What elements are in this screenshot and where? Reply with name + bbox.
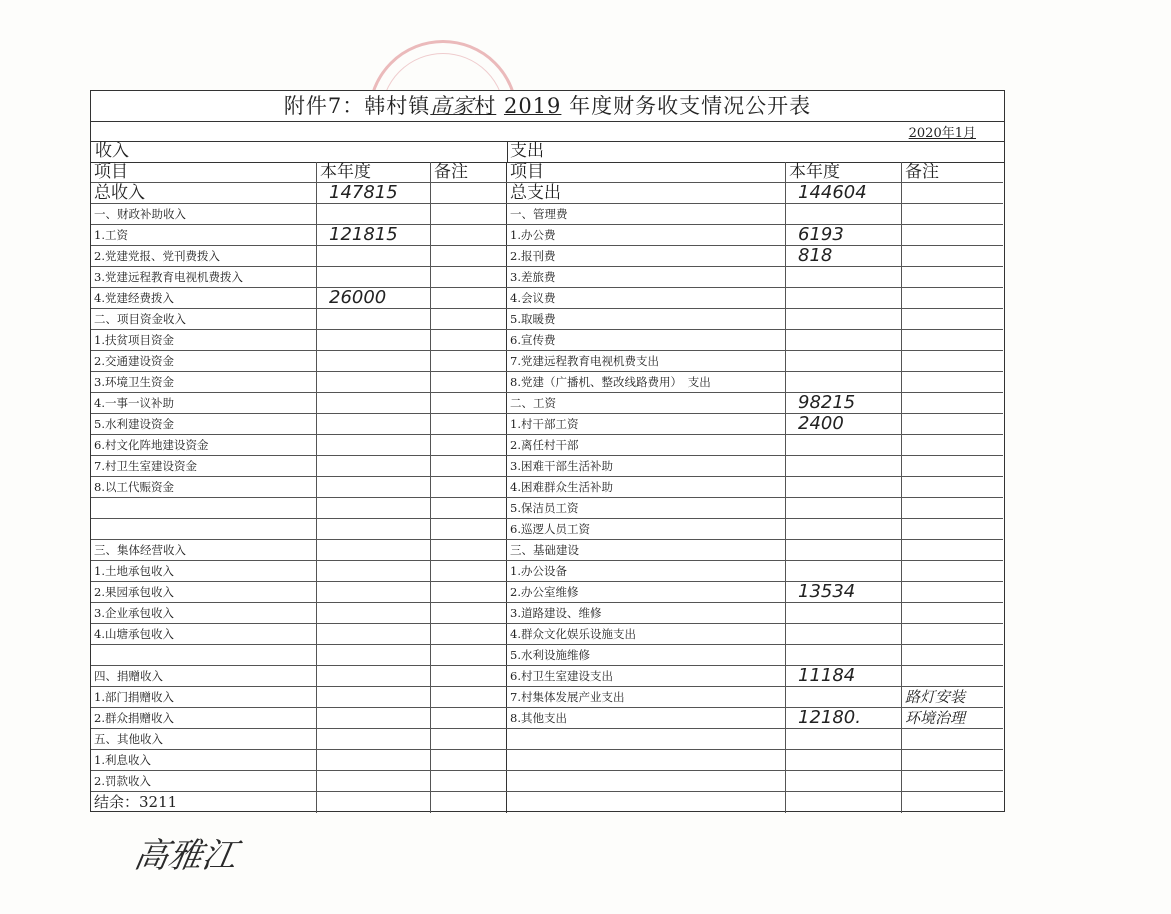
income-note-cell [431, 225, 507, 245]
income-value-cell [317, 582, 431, 602]
table-row [91, 330, 1003, 351]
income-value-cell [317, 624, 431, 644]
table-row [91, 414, 1003, 435]
expense-item-cell: 1.办公费 [507, 225, 786, 245]
expense-item-cell: 4.困难群众生活补助 [507, 477, 786, 497]
title-year: 2019 [503, 94, 562, 118]
income-value-cell [317, 771, 431, 791]
income-item-cell: 三、集体经营收入 [91, 540, 317, 560]
expense-item-cell: 一、管理费 [507, 204, 786, 224]
income-value-cell [317, 204, 431, 224]
income-item-cell: 3.环境卫生资金 [91, 372, 317, 392]
table-title [91, 91, 1004, 122]
table-row [91, 435, 1003, 456]
table-row [91, 687, 1003, 708]
expense-item-cell: 3.困难干部生活补助 [507, 456, 786, 476]
expense-value-cell [786, 729, 902, 749]
income-note-cell [431, 267, 507, 287]
income-note-cell [431, 771, 507, 791]
income-note-cell [431, 183, 507, 203]
expense-note-cell [902, 435, 1003, 455]
expense-note-cell [902, 414, 1003, 434]
income-value-cell [317, 435, 431, 455]
expense-note-cell [902, 792, 1003, 813]
table-row [91, 771, 1003, 792]
expense-value-cell [786, 477, 902, 497]
income-note-cell [431, 792, 507, 813]
expense-value-cell [786, 771, 902, 791]
expense-note-cell [902, 519, 1003, 539]
income-item-cell: 四、捐赠收入 [91, 666, 317, 686]
income-note-cell [431, 435, 507, 455]
income-value-cell: 121815 [317, 225, 431, 245]
expense-value-cell [786, 204, 902, 224]
expense-item-cell: 8.党建（广播机、整改线路费用） 支出 [507, 372, 786, 392]
expense-item-cell [507, 792, 786, 813]
table-row [91, 393, 1003, 414]
income-value-cell [317, 729, 431, 749]
table-header-row [91, 162, 1003, 183]
income-value-cell [317, 267, 431, 287]
income-note-cell [431, 204, 507, 224]
expense-item-cell: 6.村卫生室建设支出 [507, 666, 786, 686]
expense-note-cell [902, 771, 1003, 791]
income-value-cell [317, 477, 431, 497]
date-row [91, 121, 1004, 142]
income-item-cell: 4.一事一议补助 [91, 393, 317, 413]
income-note-cell [431, 603, 507, 623]
expense-note-cell: 环境治理 [905, 709, 966, 727]
income-item-cell: 五、其他收入 [91, 729, 317, 749]
expense-value-cell [786, 330, 902, 350]
expense-item-cell: 7.党建远程教育电视机费支出 [507, 351, 786, 371]
income-value-cell [317, 309, 431, 329]
expense-value-cell [786, 645, 902, 665]
expense-value-cell [786, 624, 902, 644]
expense-value-cell [786, 603, 902, 623]
income-item-cell [91, 498, 317, 518]
income-item-cell: 1.土地承包收入 [91, 561, 317, 581]
income-note-cell [431, 309, 507, 329]
table-row [91, 792, 1003, 813]
income-item-cell: 6.村文化阵地建设资金 [91, 435, 317, 455]
expense-value-cell: 144604 [786, 183, 902, 203]
expense-note-cell [902, 561, 1003, 581]
table-row [91, 456, 1003, 477]
expense-value-cell: 13534 [786, 582, 902, 602]
income-note-cell [431, 708, 507, 728]
income-note-cell [431, 645, 507, 665]
expense-item-cell: 2.离任村干部 [507, 435, 786, 455]
expense-note-cell: 路灯安装 [905, 688, 966, 706]
income-item-cell: 4.山塘承包收入 [91, 624, 317, 644]
expense-note-cell [902, 330, 1003, 350]
expense-item-cell: 2.报刊费 [507, 246, 786, 266]
expense-note-cell [902, 603, 1003, 623]
income-note-cell [431, 540, 507, 560]
expense-item-cell: 5.水利设施维修 [507, 645, 786, 665]
table-row [91, 351, 1003, 372]
expense-value-cell [786, 435, 902, 455]
table-row [91, 561, 1003, 582]
expense-note-cell [902, 540, 1003, 560]
expense-value-cell: 98215 [786, 393, 902, 413]
expense-value-cell [786, 792, 902, 813]
table-row [91, 645, 1003, 666]
table-row [91, 498, 1003, 519]
income-item-cell: 2.果园承包收入 [91, 582, 317, 602]
expense-item-cell: 5.取暖费 [507, 309, 786, 329]
income-value-cell [317, 603, 431, 623]
expense-value-cell [786, 267, 902, 287]
expense-item-cell: 2.办公室维修 [507, 582, 786, 602]
expense-note-cell [902, 267, 1003, 287]
header-income-note: 备注 [431, 162, 507, 182]
header-income-item: 项目 [91, 162, 317, 182]
table-row [91, 603, 1003, 624]
expense-note-cell [902, 288, 1003, 308]
expense-value-cell [786, 288, 902, 308]
income-note-cell [431, 372, 507, 392]
income-value-cell [317, 372, 431, 392]
expense-note-cell [902, 372, 1003, 392]
income-value-cell [317, 246, 431, 266]
income-value-cell [317, 414, 431, 434]
income-value-cell: 26000 [317, 288, 431, 308]
income-item-cell: 二、项目资金收入 [91, 309, 317, 329]
expense-value-cell [786, 540, 902, 560]
table-row [91, 624, 1003, 645]
income-item-cell: 一、财政补助收入 [91, 204, 317, 224]
section-row [91, 141, 1004, 163]
header-expense-value: 本年度 [786, 162, 902, 182]
expense-note-cell [902, 624, 1003, 644]
expense-item-cell: 6.宣传费 [507, 330, 786, 350]
expense-item-cell: 4.会议费 [507, 288, 786, 308]
table-row [91, 582, 1003, 603]
income-item-cell: 7.村卫生室建设资金 [91, 456, 317, 476]
income-item-cell [91, 519, 317, 539]
expense-item-cell: 三、基础建设 [507, 540, 786, 560]
income-value-cell [317, 519, 431, 539]
expense-item-cell: 6.巡逻人员工资 [507, 519, 786, 539]
report-date: 2020年1月 [908, 126, 976, 141]
table-row [91, 183, 1003, 204]
expense-value-cell: 12180. [786, 708, 902, 728]
income-note-cell [431, 561, 507, 581]
income-value-cell [317, 498, 431, 518]
income-value-cell [317, 540, 431, 560]
table-row [91, 519, 1003, 540]
income-value-cell [317, 792, 431, 813]
expense-value-cell: 6193 [786, 225, 902, 245]
expense-note-cell [902, 645, 1003, 665]
income-item-cell: 3.企业承包收入 [91, 603, 317, 623]
income-note-cell [431, 624, 507, 644]
income-item-cell: 结余：3211 [91, 792, 317, 813]
income-note-cell [431, 498, 507, 518]
income-item-cell: 1.扶贫项目资金 [91, 330, 317, 350]
income-value-cell [317, 351, 431, 371]
expense-value-cell [786, 372, 902, 392]
expense-note-cell [902, 225, 1003, 245]
table-row [91, 204, 1003, 225]
table-row [91, 225, 1003, 246]
income-note-cell [431, 351, 507, 371]
income-item-cell: 1.部门捐赠收入 [91, 687, 317, 707]
expense-item-cell: 3.道路建设、维修 [507, 603, 786, 623]
expense-value-cell: 11184 [786, 666, 902, 686]
expense-note-cell [902, 582, 1003, 602]
income-value-cell [317, 666, 431, 686]
expense-note-cell [902, 246, 1003, 266]
income-item-cell: 5.水利建设资金 [91, 414, 317, 434]
income-item-cell: 1.工资 [91, 225, 317, 245]
expense-note-cell [902, 351, 1003, 371]
expense-value-cell: 818 [786, 246, 902, 266]
income-note-cell [431, 750, 507, 770]
income-item-cell: 1.利息收入 [91, 750, 317, 770]
expense-item-cell: 3.差旅费 [507, 267, 786, 287]
handwritten-signature: 高雅江 [130, 836, 240, 876]
income-item-cell: 2.罚款收入 [91, 771, 317, 791]
expense-item-cell: 1.村干部工资 [507, 414, 786, 434]
table-row [91, 372, 1003, 393]
income-section-label: 收入 [95, 141, 129, 161]
header-income-value: 本年度 [317, 162, 431, 182]
income-value-cell [317, 750, 431, 770]
income-note-cell [431, 477, 507, 497]
income-note-cell [431, 582, 507, 602]
income-item-cell: 总收入 [91, 183, 317, 203]
expense-note-cell [902, 477, 1003, 497]
income-item-cell [91, 645, 317, 665]
expense-item-cell: 4.群众文化娱乐设施支出 [507, 624, 786, 644]
income-value-cell [317, 330, 431, 350]
expense-item-cell: 1.办公设备 [507, 561, 786, 581]
income-item-cell: 2.党建党报、党刊费拨入 [91, 246, 317, 266]
income-note-cell [431, 246, 507, 266]
title-village-suffix: 村 [474, 94, 497, 118]
expense-item-cell: 二、工资 [507, 393, 786, 413]
income-value-cell [317, 687, 431, 707]
header-expense-note: 备注 [905, 162, 939, 182]
expense-item-cell [507, 750, 786, 770]
title-suffix: 年度财务收支情况公开表 [569, 94, 812, 118]
expense-value-cell [786, 561, 902, 581]
table-row [91, 750, 1003, 771]
title-prefix: 附件7：韩村镇 [283, 94, 431, 118]
expense-note-cell [902, 204, 1003, 224]
expense-note-cell [902, 309, 1003, 329]
income-item-cell: 2.群众捐赠收入 [91, 708, 317, 728]
income-value-cell [317, 561, 431, 581]
expense-value-cell [786, 687, 902, 707]
income-note-cell [431, 393, 507, 413]
table-body [91, 162, 1003, 813]
income-item-cell: 2.交通建设资金 [91, 351, 317, 371]
income-value-cell [317, 708, 431, 728]
expense-value-cell [786, 456, 902, 476]
income-value-cell: 147815 [317, 183, 431, 203]
income-note-cell [431, 414, 507, 434]
expense-item-cell: 总支出 [507, 183, 786, 203]
title-village: 高家 [430, 94, 475, 118]
table-row [91, 288, 1003, 309]
income-value-cell [317, 393, 431, 413]
income-note-cell [431, 456, 507, 476]
expense-item-cell: 7.村集体发展产业支出 [507, 687, 786, 707]
expense-note-cell [902, 456, 1003, 476]
header-expense-item: 项目 [507, 162, 786, 182]
expense-value-cell [786, 519, 902, 539]
table-row [91, 246, 1003, 267]
income-note-cell [431, 519, 507, 539]
income-value-cell [317, 645, 431, 665]
income-item-cell: 3.党建远程教育电视机费拨入 [91, 267, 317, 287]
expense-item-cell: 8.其他支出 [507, 708, 786, 728]
expense-item-cell [507, 771, 786, 791]
table-row [91, 309, 1003, 330]
expense-note-cell [902, 498, 1003, 518]
table-row [91, 267, 1003, 288]
expense-value-cell [786, 351, 902, 371]
expense-note-cell [902, 393, 1003, 413]
expense-section-label: 支出 [510, 141, 544, 161]
income-note-cell [431, 666, 507, 686]
expense-item-cell [507, 729, 786, 749]
expense-note-cell [902, 729, 1003, 749]
table-row [91, 708, 1003, 729]
table-row [91, 666, 1003, 687]
income-item-cell: 4.党建经费拨入 [91, 288, 317, 308]
expense-note-cell [902, 666, 1003, 686]
income-note-cell [431, 288, 507, 308]
table-row [91, 540, 1003, 561]
income-note-cell [431, 330, 507, 350]
income-value-cell [317, 456, 431, 476]
finance-disclosure-table [90, 90, 1005, 812]
expense-value-cell [786, 309, 902, 329]
expense-note-cell [902, 183, 1003, 203]
expense-value-cell: 2400 [786, 414, 902, 434]
income-item-cell: 8.以工代赈资金 [91, 477, 317, 497]
expense-note-cell [902, 750, 1003, 770]
income-note-cell [431, 687, 507, 707]
table-row [91, 477, 1003, 498]
table-row [91, 729, 1003, 750]
expense-value-cell [786, 498, 902, 518]
expense-item-cell: 5.保洁员工资 [507, 498, 786, 518]
income-note-cell [431, 729, 507, 749]
expense-value-cell [786, 750, 902, 770]
